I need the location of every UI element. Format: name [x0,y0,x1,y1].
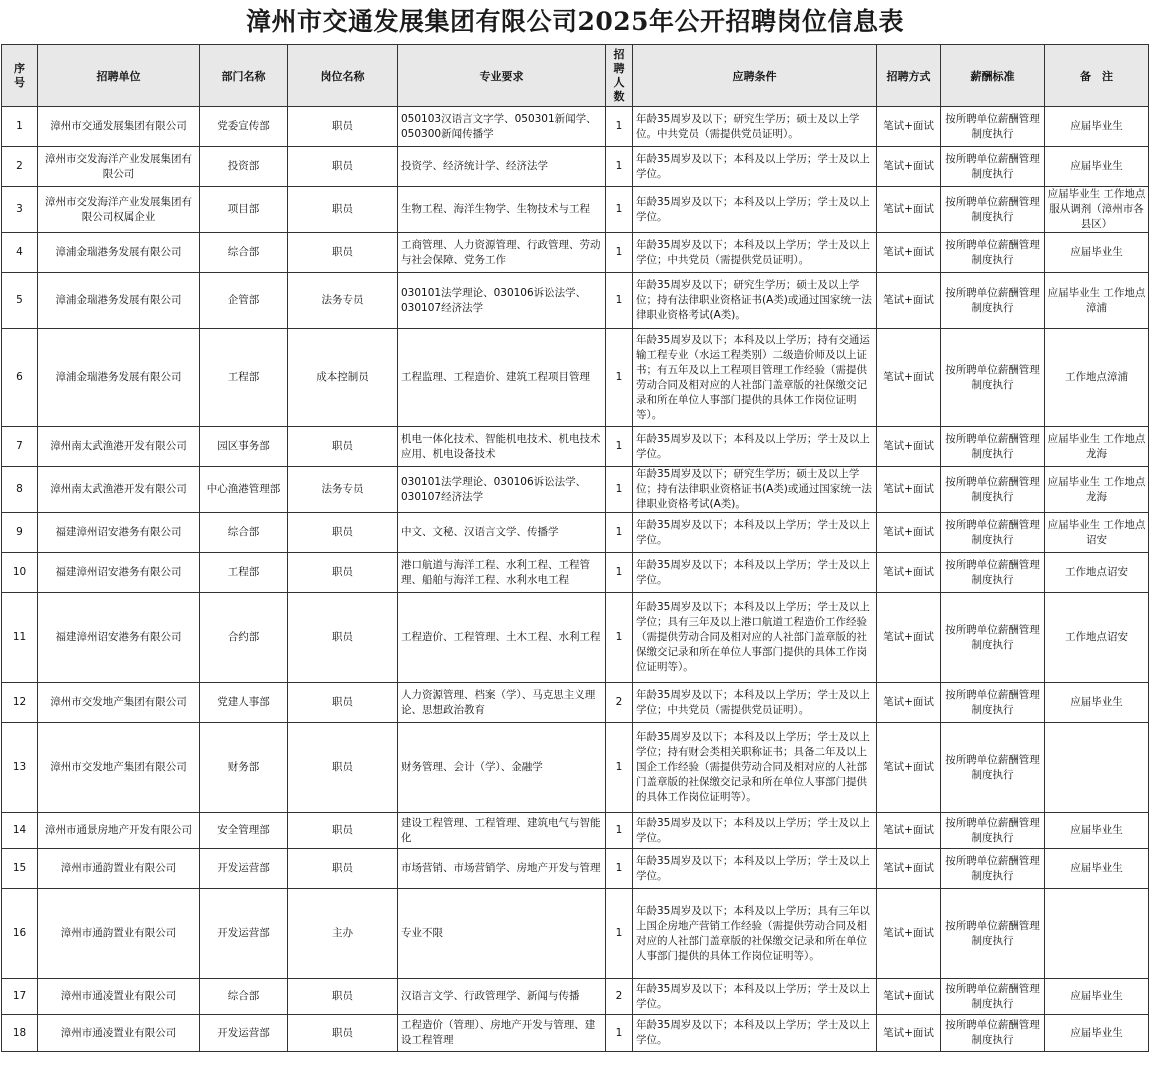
cell-unit: 漳浦金瑞港务发展有限公司 [38,273,200,329]
cell-seq: 16 [2,889,38,979]
cell-post: 法务专员 [288,467,398,513]
cell-cond: 年龄35周岁及以下；本科及以上学历；学士及以上学位。 [633,513,877,553]
cell-method: 笔试+面试 [877,147,941,187]
header-method: 招聘方式 [877,45,941,107]
cell-major: 工程造价（管理）、房地产开发与管理、建设工程管理 [398,1015,606,1052]
header-unit: 招聘单位 [38,45,200,107]
cell-unit: 漳州市通景房地产开发有限公司 [38,813,200,849]
cell-unit: 漳州市通凌置业有限公司 [38,979,200,1015]
cell-unit: 漳州南太武渔港开发有限公司 [38,427,200,467]
cell-salary: 按所聘单位薪酬管理制度执行 [941,329,1045,427]
cell-seq: 3 [2,187,38,233]
cell-count: 1 [606,849,633,889]
cell-method: 笔试+面试 [877,553,941,593]
cell-post: 职员 [288,427,398,467]
cell-major: 工程造价、工程管理、土木工程、水利工程 [398,593,606,683]
cell-note: 应届毕业生 工作地点漳浦 [1045,273,1149,329]
cell-salary: 按所聘单位薪酬管理制度执行 [941,187,1045,233]
cell-note: 应届毕业生 [1045,147,1149,187]
cell-cond: 年龄35周岁及以下；本科及以上学历；学士及以上学位；具有三年及以上港口航道工程造价工作经验（需提供劳动合同及相对应的人社部门盖章版的社保缴交记录和所在单位人事部门提供的具体工作岗位证明等）。 [633,593,877,683]
table-row [2,147,1149,187]
cell-major: 生物工程、海洋生物学、生物技术与工程 [398,187,606,233]
cell-unit: 漳州市交发海洋产业发展集团有限公司权属企业 [38,187,200,233]
cell-unit: 漳州市通韵置业有限公司 [38,849,200,889]
cell-salary: 按所聘单位薪酬管理制度执行 [941,107,1045,147]
cell-post: 职员 [288,683,398,723]
cell-count: 1 [606,273,633,329]
cell-method: 笔试+面试 [877,683,941,723]
cell-method: 笔试+面试 [877,513,941,553]
cell-dept: 开发运营部 [200,849,288,889]
cell-note: 应届毕业生 [1045,979,1149,1015]
cell-note: 应届毕业生 [1045,1015,1149,1052]
cell-unit: 漳州市交发地产集团有限公司 [38,683,200,723]
cell-dept: 综合部 [200,233,288,273]
cell-major: 投资学、经济统计学、经济法学 [398,147,606,187]
table-row [2,233,1149,273]
cell-count: 1 [606,107,633,147]
cell-count: 1 [606,233,633,273]
cell-count: 1 [606,427,633,467]
cell-unit: 漳州南太武渔港开发有限公司 [38,467,200,513]
table-body [2,107,1149,1052]
cell-major: 机电一体化技术、智能机电技术、机电技术应用、机电设备技术 [398,427,606,467]
cell-cond: 年龄35周岁及以下；本科及以上学历；学士及以上学位；中共党员（需提供党员证明）。 [633,233,877,273]
header-cond: 应聘条件 [633,45,877,107]
cell-note: 工作地点漳浦 [1045,329,1149,427]
cell-dept: 综合部 [200,979,288,1015]
cell-post: 职员 [288,147,398,187]
cell-unit: 漳州市交发地产集团有限公司 [38,723,200,813]
table-row [2,979,1149,1015]
cell-major: 专业不限 [398,889,606,979]
cell-count: 2 [606,979,633,1015]
cell-count: 1 [606,1015,633,1052]
cell-dept: 合约部 [200,593,288,683]
cell-note: 工作地点诏安 [1045,593,1149,683]
cell-post: 成本控制员 [288,329,398,427]
table-row [2,187,1149,233]
cell-unit: 漳州市交通发展集团有限公司 [38,107,200,147]
cell-post: 职员 [288,553,398,593]
cell-dept: 工程部 [200,553,288,593]
cell-major: 050103汉语言文字学、050301新闻学、050300新闻传播学 [398,107,606,147]
cell-method: 笔试+面试 [877,233,941,273]
cell-major: 汉语言文学、行政管理学、新闻与传播 [398,979,606,1015]
cell-method: 笔试+面试 [877,467,941,513]
cell-unit: 漳州市交发海洋产业发展集团有限公司 [38,147,200,187]
cell-count: 1 [606,723,633,813]
table-row [2,329,1149,427]
cell-major: 030101法学理论、030106诉讼法学、030107经济法学 [398,467,606,513]
cell-note [1045,723,1149,813]
cell-seq: 11 [2,593,38,683]
cell-cond: 年龄35周岁及以下；本科及以上学历；学士及以上学位。 [633,553,877,593]
cell-count: 2 [606,683,633,723]
cell-cond: 年龄35周岁及以下；本科及以上学历；持有交通运输工程专业（水运工程类别）二级造价师及以上证书；有五年及以上工程项目管理工作经验（需提供劳动合同及相对应的人社部门盖章版的社保缴交记录和所在单位人事部门提供的具体工作岗位证明等）。 [633,329,877,427]
cell-method: 笔试+面试 [877,723,941,813]
cell-salary: 按所聘单位薪酬管理制度执行 [941,1015,1045,1052]
cell-count: 1 [606,889,633,979]
cell-method: 笔试+面试 [877,593,941,683]
header-count: 招聘人数 [606,45,633,107]
cell-method: 笔试+面试 [877,849,941,889]
cell-note: 应届毕业生 工作地点服从调剂（漳州市各县区） [1045,187,1149,233]
cell-major: 030101法学理论、030106诉讼法学、030107经济法学 [398,273,606,329]
cell-salary: 按所聘单位薪酬管理制度执行 [941,683,1045,723]
cell-unit: 漳州市通韵置业有限公司 [38,889,200,979]
cell-major: 工商管理、人力资源管理、行政管理、劳动与社会保障、党务工作 [398,233,606,273]
cell-dept: 综合部 [200,513,288,553]
cell-note [1045,889,1149,979]
cell-unit: 漳浦金瑞港务发展有限公司 [38,329,200,427]
cell-method: 笔试+面试 [877,187,941,233]
cell-salary: 按所聘单位薪酬管理制度执行 [941,467,1045,513]
table-row [2,593,1149,683]
cell-cond: 年龄35周岁及以下；本科及以上学历；学士及以上学位。 [633,147,877,187]
cell-post: 职员 [288,723,398,813]
cell-post: 职员 [288,233,398,273]
cell-dept: 开发运营部 [200,889,288,979]
cell-major: 工程监理、工程造价、建筑工程项目管理 [398,329,606,427]
cell-seq: 14 [2,813,38,849]
cell-post: 主办 [288,889,398,979]
header-major: 专业要求 [398,45,606,107]
cell-major: 中文、文秘、汉语言文学、传播学 [398,513,606,553]
cell-unit: 漳浦金瑞港务发展有限公司 [38,233,200,273]
cell-note: 应届毕业生 [1045,849,1149,889]
cell-seq: 9 [2,513,38,553]
cell-count: 1 [606,593,633,683]
cell-dept: 工程部 [200,329,288,427]
cell-cond: 年龄35周岁及以下；本科及以上学历；学士及以上学位。 [633,813,877,849]
cell-method: 笔试+面试 [877,1015,941,1052]
cell-unit: 福建漳州诏安港务有限公司 [38,593,200,683]
cell-method: 笔试+面试 [877,889,941,979]
cell-count: 1 [606,329,633,427]
cell-note: 应届毕业生 [1045,233,1149,273]
cell-cond: 年龄35周岁及以下；本科及以上学历；具有三年以上国企房地产营销工作经验（需提供劳动合同及相对应的人社部门盖章版的社保缴交记录和所在单位人事部门提供的具体工作岗位证明等）。 [633,889,877,979]
cell-salary: 按所聘单位薪酬管理制度执行 [941,273,1045,329]
table-row [2,849,1149,889]
cell-cond: 年龄35周岁及以下；研究生学历；硕士及以上学位。中共党员（需提供党员证明）。 [633,107,877,147]
cell-seq: 1 [2,107,38,147]
cell-dept: 财务部 [200,723,288,813]
cell-dept: 项目部 [200,187,288,233]
cell-seq: 12 [2,683,38,723]
cell-post: 职员 [288,813,398,849]
cell-major: 财务管理、会计（学）、金融学 [398,723,606,813]
header-seq: 序号 [2,45,38,107]
cell-count: 1 [606,467,633,513]
cell-post: 职员 [288,979,398,1015]
cell-note: 工作地点诏安 [1045,553,1149,593]
cell-method: 笔试+面试 [877,979,941,1015]
cell-post: 法务专员 [288,273,398,329]
cell-seq: 7 [2,427,38,467]
table-row [2,427,1149,467]
cell-seq: 2 [2,147,38,187]
cell-salary: 按所聘单位薪酬管理制度执行 [941,513,1045,553]
cell-seq: 13 [2,723,38,813]
cell-cond: 年龄35周岁及以下；本科及以上学历；学士及以上学位；中共党员（需提供党员证明）。 [633,683,877,723]
cell-dept: 园区事务部 [200,427,288,467]
cell-unit: 福建漳州诏安港务有限公司 [38,553,200,593]
header-salary: 薪酬标准 [941,45,1045,107]
page-title: 漳州市交通发展集团有限公司2025年公开招聘岗位信息表 [245,7,905,36]
cell-major: 港口航道与海洋工程、水利工程、工程管理、船舶与海洋工程、水利水电工程 [398,553,606,593]
cell-cond: 年龄35周岁及以下；本科及以上学历；学士及以上学位。 [633,849,877,889]
cell-dept: 党委宣传部 [200,107,288,147]
cell-dept: 开发运营部 [200,1015,288,1052]
cell-salary: 按所聘单位薪酬管理制度执行 [941,427,1045,467]
cell-seq: 10 [2,553,38,593]
cell-dept: 党建人事部 [200,683,288,723]
cell-note: 应届毕业生 工作地点诏安 [1045,513,1149,553]
cell-note: 应届毕业生 工作地点龙海 [1045,427,1149,467]
recruitment-table [1,44,1149,1052]
header-post: 岗位名称 [288,45,398,107]
table-row [2,467,1149,513]
cell-method: 笔试+面试 [877,813,941,849]
cell-major: 人力资源管理、档案（学）、马克思主义理论、思想政治教育 [398,683,606,723]
cell-cond: 年龄35周岁及以下；研究生学历；硕士及以上学位；持有法律职业资格证书(A类)或通过国家统一法律职业资格考试(A类)。 [633,467,877,513]
table-row [2,813,1149,849]
cell-post: 职员 [288,849,398,889]
cell-count: 1 [606,147,633,187]
cell-unit: 福建漳州诏安港务有限公司 [38,513,200,553]
table-row [2,1015,1149,1052]
cell-count: 1 [606,553,633,593]
cell-dept: 投资部 [200,147,288,187]
cell-salary: 按所聘单位薪酬管理制度执行 [941,849,1045,889]
table-row [2,889,1149,979]
table-row [2,553,1149,593]
table-row [2,683,1149,723]
cell-salary: 按所聘单位薪酬管理制度执行 [941,889,1045,979]
table-row [2,273,1149,329]
cell-seq: 8 [2,467,38,513]
cell-salary: 按所聘单位薪酬管理制度执行 [941,723,1045,813]
cell-cond: 年龄35周岁及以下；本科及以上学历；学士及以上学位。 [633,979,877,1015]
cell-major: 建设工程管理、工程管理、建筑电气与智能化 [398,813,606,849]
cell-seq: 17 [2,979,38,1015]
cell-post: 职员 [288,107,398,147]
cell-method: 笔试+面试 [877,329,941,427]
cell-note: 应届毕业生 [1045,107,1149,147]
cell-seq: 5 [2,273,38,329]
cell-dept: 企管部 [200,273,288,329]
cell-salary: 按所聘单位薪酬管理制度执行 [941,553,1045,593]
cell-method: 笔试+面试 [877,107,941,147]
cell-note: 应届毕业生 [1045,813,1149,849]
header-dept: 部门名称 [200,45,288,107]
cell-dept: 中心渔港管理部 [200,467,288,513]
cell-count: 1 [606,187,633,233]
cell-cond: 年龄35周岁及以下；本科及以上学历；学士及以上学位。 [633,1015,877,1052]
cell-post: 职员 [288,187,398,233]
cell-cond: 年龄35周岁及以下；本科及以上学历；学士及以上学位。 [633,427,877,467]
cell-post: 职员 [288,1015,398,1052]
cell-seq: 15 [2,849,38,889]
cell-salary: 按所聘单位薪酬管理制度执行 [941,813,1045,849]
cell-major: 市场营销、市场营销学、房地产开发与管理 [398,849,606,889]
cell-cond: 年龄35周岁及以下；研究生学历；硕士及以上学位；持有法律职业资格证书(A类)或通过国家统一法律职业资格考试(A类)。 [633,273,877,329]
cell-dept: 安全管理部 [200,813,288,849]
cell-note: 应届毕业生 [1045,683,1149,723]
cell-salary: 按所聘单位薪酬管理制度执行 [941,979,1045,1015]
cell-count: 1 [606,813,633,849]
cell-cond: 年龄35周岁及以下；本科及以上学历；学士及以上学位。 [633,187,877,233]
header-note: 备 注 [1045,45,1149,107]
cell-unit: 漳州市通凌置业有限公司 [38,1015,200,1052]
cell-seq: 4 [2,233,38,273]
cell-post: 职员 [288,513,398,553]
table-row [2,723,1149,813]
cell-note: 应届毕业生 工作地点龙海 [1045,467,1149,513]
table-row [2,107,1149,147]
cell-post: 职员 [288,593,398,683]
cell-method: 笔试+面试 [877,427,941,467]
cell-seq: 18 [2,1015,38,1052]
cell-seq: 6 [2,329,38,427]
header-row [2,45,1149,107]
cell-salary: 按所聘单位薪酬管理制度执行 [941,233,1045,273]
cell-salary: 按所聘单位薪酬管理制度执行 [941,593,1045,683]
cell-cond: 年龄35周岁及以下；本科及以上学历；学士及以上学位；持有财会类相关职称证书；具备二年及以上国企工作经验（需提供劳动合同及相对应的人社部门盖章版的社保缴交记录和所在单位人事部门提供的具体工作岗位证明等）。 [633,723,877,813]
table-row [2,513,1149,553]
cell-salary: 按所聘单位薪酬管理制度执行 [941,147,1045,187]
cell-count: 1 [606,513,633,553]
cell-method: 笔试+面试 [877,273,941,329]
